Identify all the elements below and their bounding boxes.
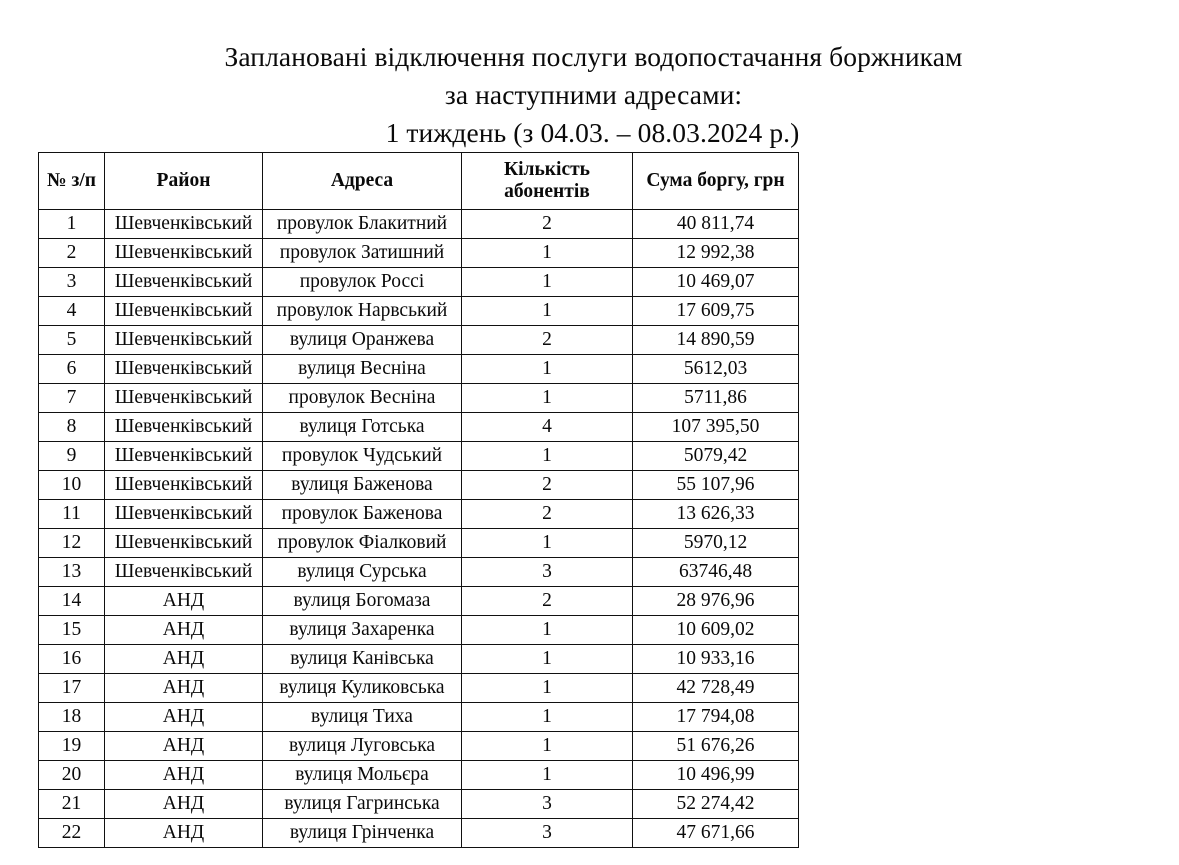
cell-subscriber-count-text: 2 [542,589,552,611]
cell-number-text: 7 [66,386,77,408]
cell-district [105,616,263,645]
cell-address-text: вулиця Сурська [297,560,427,582]
cell-subscriber-count-text: 3 [542,792,552,814]
cell-subscriber-count-text: 1 [542,270,552,292]
cell-address-text: вулиця Луговська [288,734,436,756]
cell-district [105,326,263,355]
table-row [39,645,799,674]
cell-debt-amount-text: 10 496,99 [676,763,755,785]
cell-district [105,529,263,558]
cell-district-text: АНД [162,821,205,843]
cell-number-text: 13 [61,560,82,582]
cell-debt-amount [633,761,799,790]
table-row [39,500,799,529]
cell-subscriber-count-text: 3 [542,560,552,582]
shutoff-schedule-table-container [38,152,785,848]
cell-subscriber-count [462,558,633,587]
cell-district-text: Шевченківський [114,299,253,321]
cell-subscriber-count [462,819,633,848]
cell-subscriber-count-text: 1 [542,763,552,785]
cell-address [263,442,462,471]
cell-address-text: вулиця Тиха [311,705,413,727]
cell-address-text: провулок Блакитний [276,212,448,234]
cell-district-text: Шевченківський [114,560,253,582]
cell-address-text: провулок Затишний [279,241,445,263]
cell-address-text: вулиця Гагринська [284,792,440,814]
cell-debt-amount [633,558,799,587]
cell-debt-amount-text: 51 676,26 [676,734,755,756]
cell-district [105,268,263,297]
cell-district-text: АНД [162,647,205,669]
cell-debt-amount-text: 10 609,02 [676,618,755,640]
cell-district-text: Шевченківський [114,473,253,495]
cell-number [39,268,105,297]
cell-number [39,355,105,384]
column-header-subscriber-count-line1: Кількість [503,159,590,181]
cell-subscriber-count-text: 3 [542,821,552,843]
cell-district-text: Шевченківський [114,444,253,466]
title-line-1: Заплановані відключення послуги водопостачання боржникам [224,41,963,72]
cell-address [263,790,462,819]
table-row [39,703,799,732]
table-row [39,587,799,616]
cell-debt-amount [633,326,799,355]
cell-district [105,442,263,471]
cell-address-text: вулиця Захаренка [289,618,435,640]
document-title [0,38,1179,152]
cell-number-text: 20 [61,763,82,785]
cell-district-text: Шевченківський [114,357,253,379]
cell-subscriber-count-text: 1 [542,676,552,698]
cell-district [105,761,263,790]
cell-debt-amount [633,268,799,297]
cell-address-text: вулиця Канівська [290,647,434,669]
cell-address [263,819,462,848]
cell-district-text: Шевченківський [114,212,253,234]
cell-address [263,761,462,790]
cell-subscriber-count [462,239,633,268]
cell-address-text: вулиця Оранжева [289,328,435,350]
cell-debt-amount [633,500,799,529]
table-row [39,790,799,819]
cell-subscriber-count-text: 1 [542,734,552,756]
cell-number [39,558,105,587]
cell-district [105,384,263,413]
cell-address [263,500,462,529]
title-line-3: 1 тиждень (з 04.03. – 08.03.2024 р.) [385,117,800,148]
table-row [39,674,799,703]
cell-debt-amount [633,239,799,268]
cell-address [263,587,462,616]
table-row [39,268,799,297]
cell-number [39,471,105,500]
cell-subscriber-count [462,471,633,500]
cell-address [263,355,462,384]
cell-address [263,210,462,239]
cell-district-text: Шевченківський [114,502,253,524]
cell-number [39,645,105,674]
table-row [39,471,799,500]
cell-subscriber-count [462,413,633,442]
cell-number-text: 14 [61,589,82,611]
cell-debt-amount [633,210,799,239]
cell-subscriber-count [462,268,633,297]
cell-district [105,500,263,529]
cell-address [263,239,462,268]
table-body [39,210,799,848]
cell-address [263,384,462,413]
cell-number-text: 5 [66,328,77,350]
cell-address-text: провулок Весніна [288,386,436,408]
cell-debt-amount [633,819,799,848]
cell-debt-amount [633,384,799,413]
column-header-debt-amount: Сума боргу, грн [633,153,799,210]
cell-number-text: 1 [66,212,77,234]
title-line-2: за наступними адресами: [444,79,743,110]
cell-address-text: провулок Баженова [281,502,443,524]
cell-debt-amount-text: 5612,03 [683,357,748,379]
cell-number-text: 18 [61,705,82,727]
cell-subscriber-count [462,587,633,616]
table-row [39,616,799,645]
cell-subscriber-count [462,210,633,239]
cell-number-text: 8 [66,415,77,437]
cell-number-text: 19 [61,734,82,756]
cell-number [39,529,105,558]
table-row [39,732,799,761]
cell-subscriber-count-text: 4 [542,415,552,437]
cell-address-text: провулок Нарвський [276,299,448,321]
cell-number-text: 12 [61,531,82,553]
cell-number [39,703,105,732]
column-header-number: № з/п [39,153,105,210]
cell-debt-amount-text: 42 728,49 [676,676,755,698]
cell-subscriber-count [462,529,633,558]
column-header-district: Район [105,153,263,210]
cell-number-text: 2 [66,241,77,263]
cell-district-text: АНД [162,734,205,756]
cell-subscriber-count [462,732,633,761]
table-row [39,239,799,268]
cell-address-text: вулиця Готська [299,415,425,437]
cell-address [263,703,462,732]
cell-subscriber-count [462,355,633,384]
cell-district-text: Шевченківський [114,386,253,408]
cell-subscriber-count-text: 1 [542,299,552,321]
table-row [39,819,799,848]
cell-debt-amount [633,645,799,674]
cell-address [263,529,462,558]
cell-number-text: 22 [61,821,82,843]
cell-debt-amount-text: 55 107,96 [676,473,755,495]
cell-subscriber-count [462,761,633,790]
table-row [39,413,799,442]
cell-address [263,645,462,674]
table-row [39,558,799,587]
cell-district [105,297,263,326]
table-row [39,297,799,326]
cell-number-text: 3 [66,270,77,292]
cell-debt-amount-text: 10 933,16 [676,647,755,669]
cell-address [263,413,462,442]
cell-address-text: провулок Чудський [281,444,443,466]
cell-debt-amount-text: 12 992,38 [676,241,755,263]
cell-debt-amount [633,703,799,732]
table-row [39,355,799,384]
cell-debt-amount-text: 10 469,07 [676,270,755,292]
cell-address [263,558,462,587]
cell-debt-amount [633,413,799,442]
cell-subscriber-count [462,297,633,326]
cell-district [105,239,263,268]
cell-district-text: Шевченківський [114,531,253,553]
column-header-subscriber-count-line2: абонентів [504,181,590,202]
cell-number-text: 9 [66,444,77,466]
cell-number [39,442,105,471]
cell-debt-amount-text: 52 274,42 [676,792,755,814]
cell-debt-amount-text: 17 609,75 [676,299,755,321]
cell-address [263,326,462,355]
cell-subscriber-count [462,326,633,355]
cell-number-text: 15 [61,618,82,640]
cell-number [39,384,105,413]
cell-debt-amount [633,790,799,819]
cell-number [39,326,105,355]
cell-subscriber-count-text: 2 [542,328,552,350]
cell-district [105,703,263,732]
cell-number [39,819,105,848]
cell-district-text: АНД [162,618,205,640]
cell-subscriber-count-text: 1 [542,705,552,727]
cell-district [105,355,263,384]
cell-debt-amount [633,616,799,645]
cell-address [263,732,462,761]
cell-number-text: 4 [66,299,77,321]
cell-subscriber-count [462,790,633,819]
cell-address [263,268,462,297]
cell-district-text: АНД [162,792,205,814]
cell-number-text: 10 [61,473,82,495]
cell-debt-amount [633,471,799,500]
cell-debt-amount-text: 63746,48 [678,560,753,582]
cell-debt-amount [633,355,799,384]
cell-address-text: вулиця Богомаза [293,589,431,611]
cell-debt-amount [633,674,799,703]
cell-number-text: 17 [61,676,82,698]
cell-subscriber-count-text: 1 [542,647,552,669]
cell-subscriber-count-text: 2 [542,502,552,524]
cell-subscriber-count [462,384,633,413]
table-row [39,761,799,790]
cell-debt-amount-text: 17 794,08 [676,705,755,727]
table-row [39,210,799,239]
cell-subscriber-count [462,703,633,732]
cell-subscriber-count-text: 1 [542,241,552,263]
cell-debt-amount-text: 28 976,96 [676,589,755,611]
cell-number [39,297,105,326]
cell-subscriber-count [462,500,633,529]
cell-address-text: вулиця Баженова [291,473,433,495]
cell-district [105,645,263,674]
cell-address-text: вулиця Куликовська [279,676,445,698]
cell-subscriber-count-text: 1 [542,444,552,466]
cell-number [39,210,105,239]
cell-debt-amount-text: 5970,12 [683,531,748,553]
table-header [39,153,799,210]
cell-debt-amount-text: 5711,86 [684,386,747,408]
cell-debt-amount-text: 40 811,74 [676,212,755,234]
cell-address [263,616,462,645]
cell-subscriber-count-text: 1 [542,386,552,408]
cell-subscriber-count-text: 1 [542,618,552,640]
cell-subscriber-count-text: 1 [542,357,552,379]
table-row [39,326,799,355]
cell-debt-amount-text: 107 395,50 [671,415,760,437]
cell-number [39,761,105,790]
cell-district [105,558,263,587]
cell-number [39,239,105,268]
cell-number [39,790,105,819]
cell-number-text: 16 [61,647,82,669]
cell-address [263,674,462,703]
cell-district-text: АНД [162,763,205,785]
cell-district [105,732,263,761]
cell-number [39,674,105,703]
cell-address-text: вулиця Мольєра [295,763,429,785]
table-row [39,529,799,558]
cell-subscriber-count [462,674,633,703]
cell-district-text: АНД [162,676,205,698]
cell-district [105,471,263,500]
table-header-row [39,153,799,210]
cell-address-text: вулиця Весніна [298,357,426,379]
cell-district-text: АНД [162,589,205,611]
table-row [39,384,799,413]
column-header-subscriber-count [462,153,633,210]
cell-address-text: провулок Фіалковий [277,531,447,553]
cell-debt-amount [633,442,799,471]
cell-number-text: 11 [62,502,81,524]
cell-address [263,471,462,500]
cell-debt-amount [633,732,799,761]
cell-district-text: Шевченківський [114,241,253,263]
table-row [39,442,799,471]
cell-debt-amount [633,297,799,326]
cell-subscriber-count-text: 2 [542,212,552,234]
cell-district [105,210,263,239]
cell-subscriber-count [462,645,633,674]
cell-number-text: 21 [61,792,82,814]
cell-district [105,819,263,848]
cell-debt-amount-text: 14 890,59 [676,328,755,350]
cell-subscriber-count [462,616,633,645]
cell-debt-amount-text: 47 671,66 [676,821,755,843]
cell-debt-amount [633,529,799,558]
shutoff-schedule-table [38,152,799,848]
cell-address-text: провулок Россі [299,270,425,292]
cell-debt-amount-text: 5079,42 [683,444,748,466]
cell-subscriber-count-text: 1 [542,531,552,553]
cell-number [39,587,105,616]
cell-number [39,500,105,529]
cell-district-text: Шевченківський [114,415,253,437]
cell-district-text: Шевченківський [114,328,253,350]
cell-number [39,413,105,442]
cell-number [39,616,105,645]
cell-number [39,732,105,761]
cell-subscriber-count [462,442,633,471]
column-header-address: Адреса [263,153,462,210]
cell-number-text: 6 [66,357,77,379]
cell-debt-amount [633,587,799,616]
cell-district-text: Шевченківський [114,270,253,292]
cell-district [105,587,263,616]
cell-address [263,297,462,326]
cell-debt-amount-text: 13 626,33 [676,502,755,524]
cell-district [105,790,263,819]
cell-address-text: вулиця Грінченка [289,821,435,843]
cell-subscriber-count-text: 2 [542,473,552,495]
cell-district-text: АНД [162,705,205,727]
cell-district [105,413,263,442]
cell-district [105,674,263,703]
